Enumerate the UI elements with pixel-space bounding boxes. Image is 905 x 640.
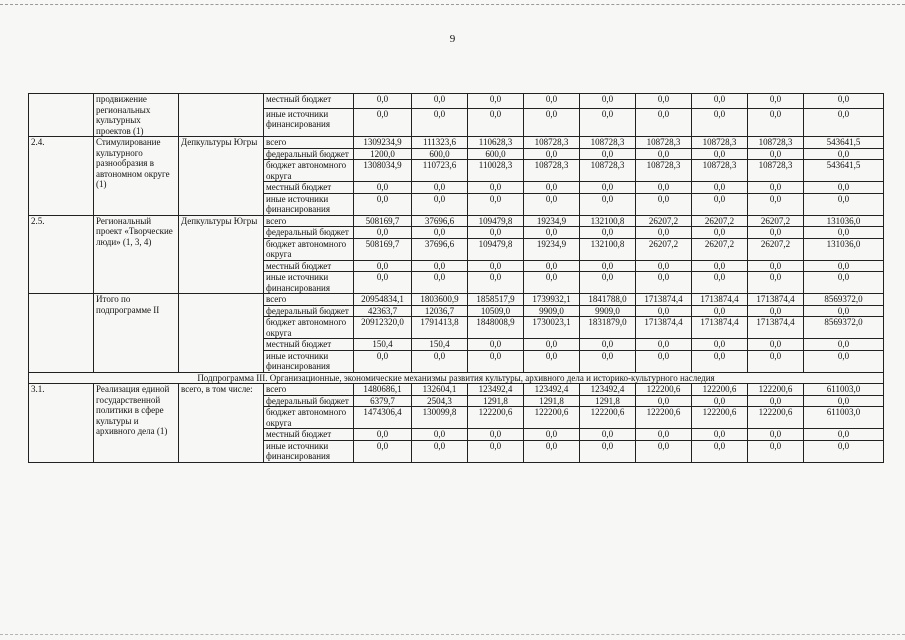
value-cell: 122200,6 (468, 407, 524, 429)
value-cell: 108728,3 (692, 160, 748, 182)
funding-source-cell: федеральный бюджет (264, 305, 354, 317)
value-cell: 0,0 (804, 350, 884, 372)
funding-source-cell: иные источники финансирования (264, 193, 354, 215)
value-cell: 108728,3 (636, 160, 692, 182)
value-cell: 0,0 (524, 182, 580, 194)
funding-source-cell: местный бюджет (264, 94, 354, 109)
value-cell: 1200,0 (354, 148, 412, 160)
funding-source-cell: всего (264, 294, 354, 306)
value-cell: 122200,6 (524, 407, 580, 429)
value-cell: 1713874,4 (748, 294, 804, 306)
table-row (29, 384, 884, 396)
value-cell: 2504,3 (412, 395, 468, 407)
value-cell: 0,0 (804, 395, 884, 407)
value-cell: 1791413,8 (412, 317, 468, 339)
value-cell: 0,0 (748, 350, 804, 372)
value-cell: 0,0 (524, 350, 580, 372)
value-cell: 0,0 (692, 182, 748, 194)
value-cell: 1309234,9 (354, 137, 412, 149)
value-cell: 0,0 (692, 339, 748, 351)
value-cell: 108728,3 (636, 137, 692, 149)
scan-bottom-edge (0, 634, 905, 635)
value-cell: 1730023,1 (524, 317, 580, 339)
value-cell: 131036,0 (804, 215, 884, 227)
value-cell: 122200,6 (748, 407, 804, 429)
value-cell: 9909,0 (580, 305, 636, 317)
executor-cell: Депкультуры Югры (179, 137, 264, 216)
funding-source-cell: федеральный бюджет (264, 148, 354, 160)
value-cell: 0,0 (580, 440, 636, 462)
executor-cell: всего, в том числе: (179, 384, 264, 463)
value-cell: 0,0 (580, 429, 636, 441)
table-row (29, 94, 884, 109)
value-cell: 10509,0 (468, 305, 524, 317)
value-cell: 0,0 (468, 429, 524, 441)
value-cell: 0,0 (636, 193, 692, 215)
value-cell: 611003,0 (804, 407, 884, 429)
value-cell: 0,0 (692, 440, 748, 462)
item-name-cell: Региональный проект «Творческие люди» (1, 3, 4) (94, 215, 179, 294)
value-cell: 0,0 (692, 429, 748, 441)
value-cell: 0,0 (468, 108, 524, 136)
value-cell: 0,0 (412, 108, 468, 136)
funding-source-cell: всего (264, 137, 354, 149)
value-cell: 0,0 (692, 395, 748, 407)
value-cell: 0,0 (354, 350, 412, 372)
value-cell: 0,0 (748, 440, 804, 462)
value-cell: 0,0 (636, 350, 692, 372)
value-cell: 150,4 (354, 339, 412, 351)
value-cell: 0,0 (804, 227, 884, 239)
value-cell: 1291,8 (580, 395, 636, 407)
item-name-cell: Реализация единой государственной политики в сфере культуры и архивного дела (1) (94, 384, 179, 463)
value-cell: 0,0 (524, 440, 580, 462)
value-cell: 130099,8 (412, 407, 468, 429)
value-cell: 122200,6 (636, 384, 692, 396)
value-cell: 0,0 (636, 339, 692, 351)
value-cell: 0,0 (412, 260, 468, 272)
budget-table (28, 93, 884, 463)
value-cell: 0,0 (804, 108, 884, 136)
value-cell: 1713874,4 (692, 294, 748, 306)
scan-top-edge (0, 4, 905, 5)
value-cell: 37696,6 (412, 215, 468, 227)
value-cell: 0,0 (692, 108, 748, 136)
value-cell: 0,0 (692, 193, 748, 215)
value-cell: 9909,0 (524, 305, 580, 317)
value-cell: 108728,3 (524, 160, 580, 182)
value-cell: 543641,5 (804, 160, 884, 182)
value-cell: 1474306,4 (354, 407, 412, 429)
value-cell: 0,0 (412, 272, 468, 294)
value-cell: 0,0 (804, 339, 884, 351)
value-cell: 0,0 (748, 429, 804, 441)
value-cell: 0,0 (468, 339, 524, 351)
value-cell: 0,0 (412, 429, 468, 441)
value-cell: 0,0 (468, 193, 524, 215)
value-cell: 0,0 (636, 429, 692, 441)
value-cell: 0,0 (692, 350, 748, 372)
value-cell: 0,0 (524, 227, 580, 239)
value-cell: 0,0 (748, 193, 804, 215)
value-cell: 0,0 (354, 182, 412, 194)
funding-source-cell: местный бюджет (264, 429, 354, 441)
value-cell: 0,0 (412, 182, 468, 194)
table-row (29, 215, 884, 227)
value-cell: 0,0 (748, 395, 804, 407)
value-cell: 0,0 (354, 260, 412, 272)
value-cell: 0,0 (748, 94, 804, 109)
value-cell: 0,0 (468, 260, 524, 272)
item-name-cell: Итого по подпрограмме II (94, 294, 179, 373)
value-cell: 0,0 (636, 260, 692, 272)
value-cell: 1713874,4 (636, 294, 692, 306)
funding-source-cell: бюджет автономного округа (264, 317, 354, 339)
funding-source-cell: бюджет автономного округа (264, 160, 354, 182)
value-cell: 0,0 (580, 108, 636, 136)
value-cell: 122200,6 (580, 407, 636, 429)
value-cell: 132604,1 (412, 384, 468, 396)
value-cell: 8569372,0 (804, 317, 884, 339)
value-cell: 0,0 (692, 148, 748, 160)
value-cell: 0,0 (636, 305, 692, 317)
value-cell: 0,0 (524, 429, 580, 441)
value-cell: 131036,0 (804, 238, 884, 260)
value-cell: 0,0 (580, 182, 636, 194)
funding-source-cell: местный бюджет (264, 339, 354, 351)
value-cell: 26207,2 (636, 238, 692, 260)
value-cell: 0,0 (804, 305, 884, 317)
value-cell: 600,0 (468, 148, 524, 160)
value-cell: 0,0 (636, 94, 692, 109)
value-cell: 122200,6 (692, 407, 748, 429)
value-cell: 42363,7 (354, 305, 412, 317)
value-cell: 0,0 (524, 108, 580, 136)
value-cell: 0,0 (468, 182, 524, 194)
value-cell: 0,0 (804, 260, 884, 272)
value-cell: 123492,4 (524, 384, 580, 396)
value-cell: 0,0 (804, 272, 884, 294)
value-cell: 0,0 (692, 94, 748, 109)
funding-source-cell: местный бюджет (264, 260, 354, 272)
funding-source-cell: федеральный бюджет (264, 227, 354, 239)
value-cell: 0,0 (636, 395, 692, 407)
value-cell: 108728,3 (524, 137, 580, 149)
value-cell: 0,0 (692, 260, 748, 272)
value-cell: 26207,2 (748, 215, 804, 227)
value-cell: 0,0 (804, 94, 884, 109)
value-cell: 26207,2 (692, 238, 748, 260)
value-cell: 0,0 (354, 272, 412, 294)
value-cell: 123492,4 (580, 384, 636, 396)
value-cell: 0,0 (580, 350, 636, 372)
item-name-cell: продвижение региональных культурных проектов (1) (94, 94, 179, 137)
value-cell: 0,0 (748, 108, 804, 136)
value-cell: 122200,6 (748, 384, 804, 396)
value-cell: 123492,4 (468, 384, 524, 396)
value-cell: 108728,3 (692, 137, 748, 149)
value-cell: 122200,6 (636, 407, 692, 429)
value-cell: 108728,3 (748, 137, 804, 149)
value-cell: 0,0 (580, 339, 636, 351)
value-cell: 0,0 (468, 94, 524, 109)
value-cell: 0,0 (354, 440, 412, 462)
value-cell: 19234,9 (524, 238, 580, 260)
value-cell: 0,0 (468, 227, 524, 239)
value-cell: 0,0 (804, 193, 884, 215)
value-cell: 0,0 (804, 182, 884, 194)
value-cell: 0,0 (804, 148, 884, 160)
value-cell: 0,0 (636, 108, 692, 136)
value-cell: 1803600,9 (412, 294, 468, 306)
value-cell: 543641,5 (804, 137, 884, 149)
value-cell: 1308034,9 (354, 160, 412, 182)
value-cell: 108728,3 (580, 137, 636, 149)
value-cell: 108728,3 (748, 160, 804, 182)
value-cell: 0,0 (748, 260, 804, 272)
value-cell: 0,0 (354, 429, 412, 441)
value-cell: 0,0 (412, 227, 468, 239)
value-cell: 1291,8 (468, 395, 524, 407)
value-cell: 122200,6 (692, 384, 748, 396)
funding-source-cell: всего (264, 215, 354, 227)
value-cell: 0,0 (748, 148, 804, 160)
value-cell: 0,0 (636, 272, 692, 294)
value-cell: 132100,8 (580, 215, 636, 227)
funding-source-cell: иные источники финансирования (264, 440, 354, 462)
value-cell: 0,0 (636, 148, 692, 160)
value-cell: 0,0 (354, 94, 412, 109)
value-cell: 132100,8 (580, 238, 636, 260)
value-cell: 109479,8 (468, 215, 524, 227)
value-cell: 20954834,1 (354, 294, 412, 306)
value-cell: 0,0 (692, 227, 748, 239)
value-cell: 0,0 (580, 272, 636, 294)
value-cell: 0,0 (748, 339, 804, 351)
value-cell: 26207,2 (692, 215, 748, 227)
value-cell: 0,0 (468, 440, 524, 462)
value-cell: 0,0 (412, 94, 468, 109)
value-cell: 0,0 (412, 193, 468, 215)
value-cell: 8569372,0 (804, 294, 884, 306)
funding-source-cell: иные источники финансирования (264, 108, 354, 136)
value-cell: 109479,8 (468, 238, 524, 260)
value-cell: 1848008,9 (468, 317, 524, 339)
value-cell: 0,0 (354, 108, 412, 136)
funding-source-cell: иные источники финансирования (264, 272, 354, 294)
value-cell: 0,0 (580, 227, 636, 239)
funding-source-cell: бюджет автономного округа (264, 238, 354, 260)
value-cell: 0,0 (524, 339, 580, 351)
funding-source-cell: бюджет автономного округа (264, 407, 354, 429)
value-cell: 0,0 (804, 440, 884, 462)
value-cell: 0,0 (354, 193, 412, 215)
value-cell: 0,0 (636, 182, 692, 194)
item-number-cell: 2.5. (29, 215, 94, 294)
value-cell: 110628,3 (468, 137, 524, 149)
item-number-cell (29, 94, 94, 137)
value-cell: 0,0 (412, 440, 468, 462)
value-cell: 0,0 (580, 260, 636, 272)
value-cell: 108728,3 (580, 160, 636, 182)
value-cell: 0,0 (580, 193, 636, 215)
item-number-cell (29, 294, 94, 373)
value-cell: 1713874,4 (692, 317, 748, 339)
value-cell: 1858517,9 (468, 294, 524, 306)
value-cell: 508169,7 (354, 238, 412, 260)
value-cell: 1480686,1 (354, 384, 412, 396)
value-cell: 0,0 (468, 272, 524, 294)
value-cell: 1291,8 (524, 395, 580, 407)
funding-source-cell: всего (264, 384, 354, 396)
value-cell: 111323,6 (412, 137, 468, 149)
value-cell: 0,0 (580, 94, 636, 109)
subprogram-title: Подпрограмма III. Организационные, экономические механизмы развития культуры, архивного дела и историко-культурного наследия (29, 372, 884, 384)
value-cell: 0,0 (748, 305, 804, 317)
funding-source-cell: местный бюджет (264, 182, 354, 194)
subprogram-header-row (29, 372, 884, 384)
value-cell: 0,0 (524, 94, 580, 109)
funding-source-cell: федеральный бюджет (264, 395, 354, 407)
table-row (29, 294, 884, 306)
value-cell: 0,0 (354, 227, 412, 239)
value-cell: 0,0 (748, 272, 804, 294)
value-cell: 1841788,0 (580, 294, 636, 306)
value-cell: 150,4 (412, 339, 468, 351)
value-cell: 0,0 (636, 440, 692, 462)
value-cell: 6379,7 (354, 395, 412, 407)
page-number: 9 (449, 33, 456, 45)
value-cell: 0,0 (636, 227, 692, 239)
value-cell: 1831879,0 (580, 317, 636, 339)
value-cell: 0,0 (692, 272, 748, 294)
value-cell: 19234,9 (524, 215, 580, 227)
executor-cell: Депкультуры Югры (179, 215, 264, 294)
value-cell: 0,0 (468, 350, 524, 372)
value-cell: 110723,6 (412, 160, 468, 182)
value-cell: 0,0 (412, 350, 468, 372)
value-cell: 26207,2 (748, 238, 804, 260)
value-cell: 0,0 (524, 260, 580, 272)
item-number-cell: 3.1. (29, 384, 94, 463)
value-cell: 0,0 (748, 227, 804, 239)
value-cell: 110028,3 (468, 160, 524, 182)
value-cell: 1739932,1 (524, 294, 580, 306)
value-cell: 1713874,4 (748, 317, 804, 339)
value-cell: 0,0 (748, 182, 804, 194)
funding-source-cell: иные источники финансирования (264, 350, 354, 372)
value-cell: 0,0 (524, 193, 580, 215)
value-cell: 0,0 (580, 148, 636, 160)
table-row (29, 137, 884, 149)
executor-cell (179, 294, 264, 373)
value-cell: 20912320,0 (354, 317, 412, 339)
value-cell: 12036,7 (412, 305, 468, 317)
value-cell: 26207,2 (636, 215, 692, 227)
value-cell: 508169,7 (354, 215, 412, 227)
value-cell: 0,0 (692, 305, 748, 317)
value-cell: 600,0 (412, 148, 468, 160)
item-number-cell: 2.4. (29, 137, 94, 216)
value-cell: 611003,0 (804, 384, 884, 396)
value-cell: 0,0 (804, 429, 884, 441)
value-cell: 0,0 (524, 148, 580, 160)
value-cell: 0,0 (524, 272, 580, 294)
value-cell: 1713874,4 (636, 317, 692, 339)
item-name-cell: Стимулирование культурного разнообразия в автономном округе (1) (94, 137, 179, 216)
executor-cell (179, 94, 264, 137)
value-cell: 37696,6 (412, 238, 468, 260)
